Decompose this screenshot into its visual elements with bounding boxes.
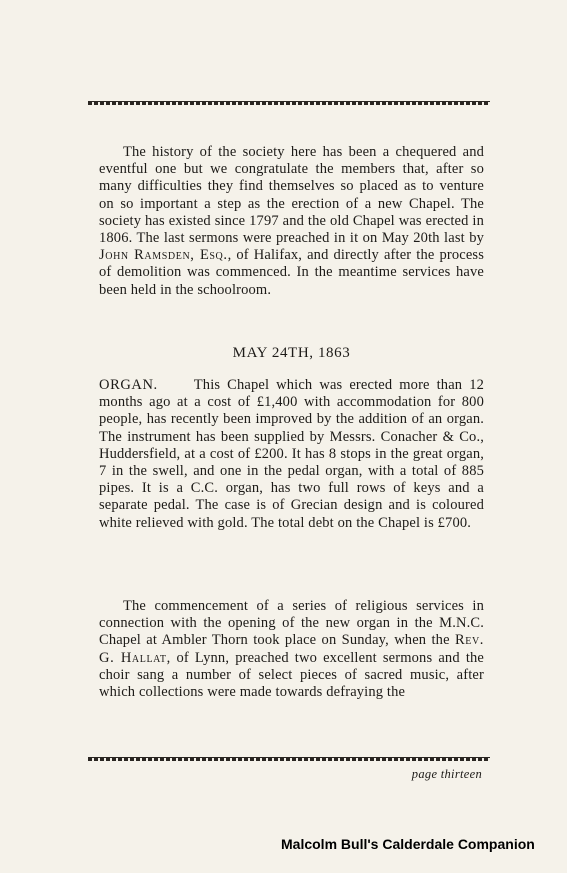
- source-credit-watermark: Malcolm Bull's Calderdale Companion: [281, 836, 535, 852]
- paragraph-text: The commencement of a series of religious services in connection with the opening of the new organ in the M.N.C. Chapel at Ambler Thorn took place on Sunday, when the: [99, 598, 484, 649]
- paragraph-organ: [99, 377, 484, 532]
- section-label-organ: ORGAN.: [99, 377, 158, 393]
- date-heading: MAY 24TH, 1863: [232, 345, 351, 361]
- paragraph-text: , of Halifax, and directly after the process of demolition was commenced. In the meantime services have been held in the schoolroom.: [99, 247, 484, 298]
- paragraph-organ-opening: [99, 598, 484, 701]
- paragraph-society-history: [99, 144, 484, 299]
- person-name-rev-hallat: Rev. G. Hallat: [99, 632, 484, 666]
- person-name-john-ramsden: John Ramsden, Esq.: [99, 247, 228, 264]
- top-ornamental-rule: [88, 101, 490, 105]
- paragraph-text: , of Lynn, preached two excellent sermons and the choir sang a number of select pieces of sacred music, after which collections were made towards defraying the: [99, 649, 484, 701]
- bottom-ornamental-rule: [88, 757, 490, 761]
- paragraph-text: This Chapel which was erected more than 12 months ago at a cost of £1,400 with accommodation for 800 people, has recently been improved by the addition of an organ. The instrument has been supplied by Messrs. Conacher & Co., Huddersfield, at a cost of £200. It has 8 stops in the great organ, 7 in the swell, and one in the pedal organ, with a total of 885 pipes. It is a C.C. organ, has two full rows of keys and a separate pedal. The case is of Grecian design and is coloured white relieved with gold. The total debt on the Chapel is £700.: [99, 377, 484, 531]
- paragraph-text: The history of the society here has been a chequered and eventful one but we congratulate the members that, after so many difficulties they find themselves so placed as to venture on so important a step as the erection of a new Chapel. The society has existed since 1797 and the old Chapel was erected in 1806. The last sermons were preached in it on May 20th last by: [99, 144, 484, 247]
- page-number: page thirteen: [411, 767, 482, 781]
